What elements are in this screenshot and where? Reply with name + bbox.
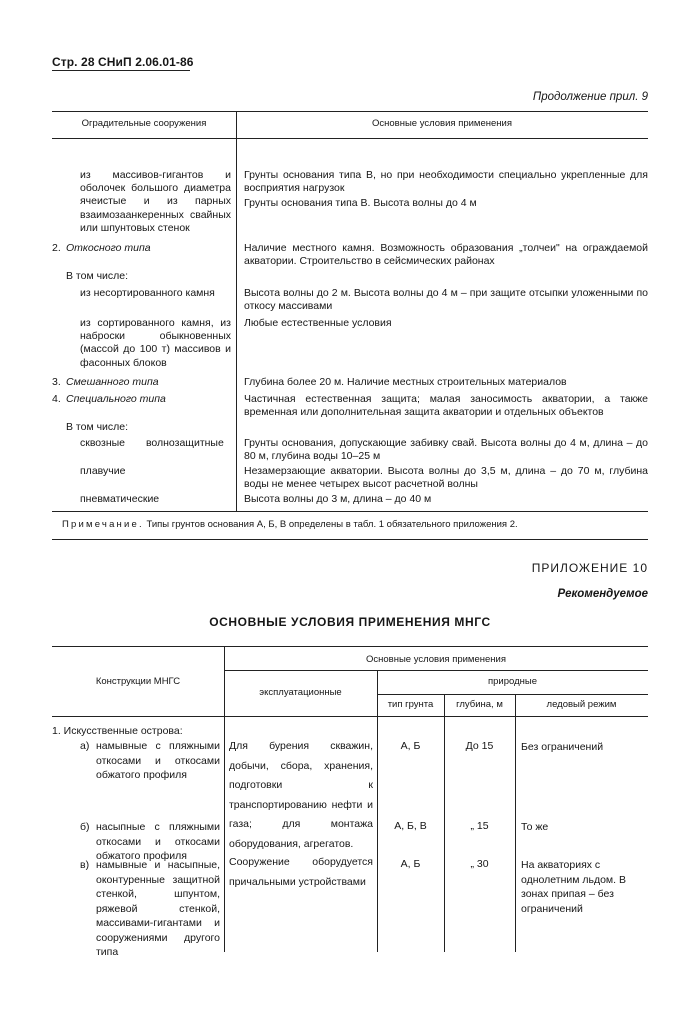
note-text: Типы грунтов основания А, Б, В определены в табл. 1 обязательного приложения 2. bbox=[146, 519, 518, 530]
table1-row-structure: Откосного типа bbox=[66, 242, 151, 254]
table2-header-natural: природные bbox=[488, 676, 537, 687]
table2-row-mark: в) bbox=[80, 859, 90, 871]
table2-header-soil: тип грунта bbox=[387, 699, 434, 710]
table2-operational-2: Сооружение оборудуется причальными устройствами bbox=[229, 856, 373, 888]
table2-header-operational: эксплуатационные bbox=[259, 687, 342, 698]
table1-header-rule bbox=[52, 138, 648, 139]
table1-row-condition: Глубина более 20 м. Наличие местных строительных материалов bbox=[244, 376, 567, 388]
table2-row-depth: „ 15 bbox=[470, 820, 489, 832]
table1-row-structure: В том числе: bbox=[66, 421, 129, 433]
table2-row-ice: Без ограничений bbox=[521, 741, 604, 753]
table2-row-mark: б) bbox=[80, 821, 90, 833]
table1-row-condition: Высота волны до 3 м, длина – до 40 м bbox=[244, 493, 432, 505]
table2-operational-1: Для бурения скважин, добычи, сбора, хранения, подготовки к транспортированию нефти и газа; для монтажа оборудования, агрегатов. bbox=[229, 740, 373, 850]
section-separator bbox=[52, 539, 648, 540]
appendix-kind: Рекомендуемое bbox=[557, 588, 648, 600]
table2-row-soil: А, Б bbox=[400, 858, 421, 870]
appendix-number: ПРИЛОЖЕНИЕ 10 bbox=[531, 561, 648, 575]
table2-row-soil: А, Б bbox=[400, 740, 421, 752]
table2-divider-depth bbox=[515, 694, 516, 952]
table2-row-name: намывные и насыпные, оконтуренные защитной стенкой, шпунтом, ряжевой стенкой, массивами-гигантами и сооружениями другого типа bbox=[96, 859, 220, 958]
table2-row-ice: То же bbox=[521, 821, 549, 833]
table1-row-structure: плавучие bbox=[80, 465, 126, 477]
table2-row-ice: На акваториях с однолетним льдом. В зонах припая – без ограничений bbox=[521, 859, 626, 915]
table2-header-construct: Конструкции МНГС bbox=[95, 676, 181, 687]
table1-row-structure: В том числе: bbox=[66, 270, 129, 282]
table1-bottom-rule bbox=[52, 511, 648, 512]
table1-row-condition: Незамерзающие акватории. Высота волны до 3,5 м, длина – до 70 м, глубина воды не менее четырех высот расчетной волны bbox=[244, 465, 648, 491]
table1-row-condition: Наличие местного камня. Возможность образования „толчеи" на ограждаемой акватории. Строительство в сейсмических районах bbox=[244, 242, 648, 268]
table1-top-rule bbox=[52, 111, 648, 112]
table1-row-structure: сквозные волнозащитные bbox=[80, 437, 224, 449]
table1-row-condition: Высота волны до 2 м. Высота волны до 4 м – при защите отсыпки уложенными по откосу массивами bbox=[244, 287, 648, 313]
table2-row-depth: „ 30 bbox=[470, 858, 489, 870]
table1-row-number: 4. bbox=[52, 393, 61, 405]
table2-header-ice: ледовый режим bbox=[546, 699, 617, 710]
table2-row-mark: а) bbox=[80, 740, 90, 752]
table2-divider-operational bbox=[377, 670, 378, 952]
table2-header-rule-3 bbox=[52, 716, 648, 717]
page-header: Стр. 28 СНиП 2.06.01-86 bbox=[52, 55, 194, 69]
table2-row-name: намывные с пляжными откосами и откосами обжатого профиля bbox=[96, 740, 220, 781]
table1-row-condition: Любые естественные условия bbox=[244, 317, 392, 329]
table1-row-structure: Специального типа bbox=[66, 393, 166, 405]
table1-row-structure: пневматические bbox=[80, 493, 160, 505]
table1-row-structure: из несортированного камня bbox=[80, 287, 215, 299]
table1-row-condition: Грунты основания типа В. Высота волны до 4 м bbox=[244, 197, 477, 209]
header-underline bbox=[52, 70, 190, 71]
table1-column-divider bbox=[236, 111, 237, 511]
table2-header-main: Основные условия применения bbox=[366, 654, 506, 665]
table2-header-rule-1 bbox=[224, 670, 648, 671]
table2-row-soil: А, Б, В bbox=[394, 820, 427, 832]
table1-row-structure: из сортированного камня, из наброски обыкновенных (массой до 100 т) массивов и фасонных блоков bbox=[80, 317, 231, 369]
table1-note bbox=[62, 519, 518, 530]
table2-top-rule bbox=[52, 646, 648, 647]
table1-row-structure: из массивов-гигантов и оболочек большого диаметра ячеистые и из парных взаимозаанкеренных свайных или шпунтовых стенок bbox=[80, 169, 231, 234]
continuation-label: Продолжение прил. 9 bbox=[532, 91, 648, 103]
table2-section-title: 1. Искусственные острова: bbox=[52, 725, 183, 737]
table1-row-number: 2. bbox=[52, 242, 61, 254]
table1-row-condition: Грунты основания, допускающие забивку свай. Высота волны до 4 м, длина – до 80 м, глубина воды 10–25 м bbox=[244, 437, 648, 463]
table1-row-number: 3. bbox=[52, 376, 61, 388]
table1-col1-header: Оградительные сооружения bbox=[81, 118, 207, 129]
appendix-title: ОСНОВНЫЕ УСЛОВИЯ ПРИМЕНЕНИЯ МНГС bbox=[209, 615, 491, 629]
note-label: Примечание. bbox=[62, 519, 144, 530]
table1-row-condition: Частичная естественная защита; малая заносимость акватории, а также временная или дополнительная защита акватории и отдельных объектов bbox=[244, 393, 648, 419]
table2-header-depth: глубина, м bbox=[456, 699, 503, 710]
table1-col2-header: Основные условия применения bbox=[372, 118, 512, 129]
table2-row-name: насыпные с пляжными откосами и откосами обжатого профиля bbox=[96, 821, 220, 862]
table1-row-structure: Смешанного типа bbox=[66, 376, 159, 388]
table2-header-rule-2 bbox=[377, 694, 648, 695]
table2-row-depth: До 15 bbox=[465, 740, 494, 752]
table1-row-condition: Грунты основания типа В, но при необходимости специально укрепленные для восприятия нагрузок bbox=[244, 169, 648, 195]
